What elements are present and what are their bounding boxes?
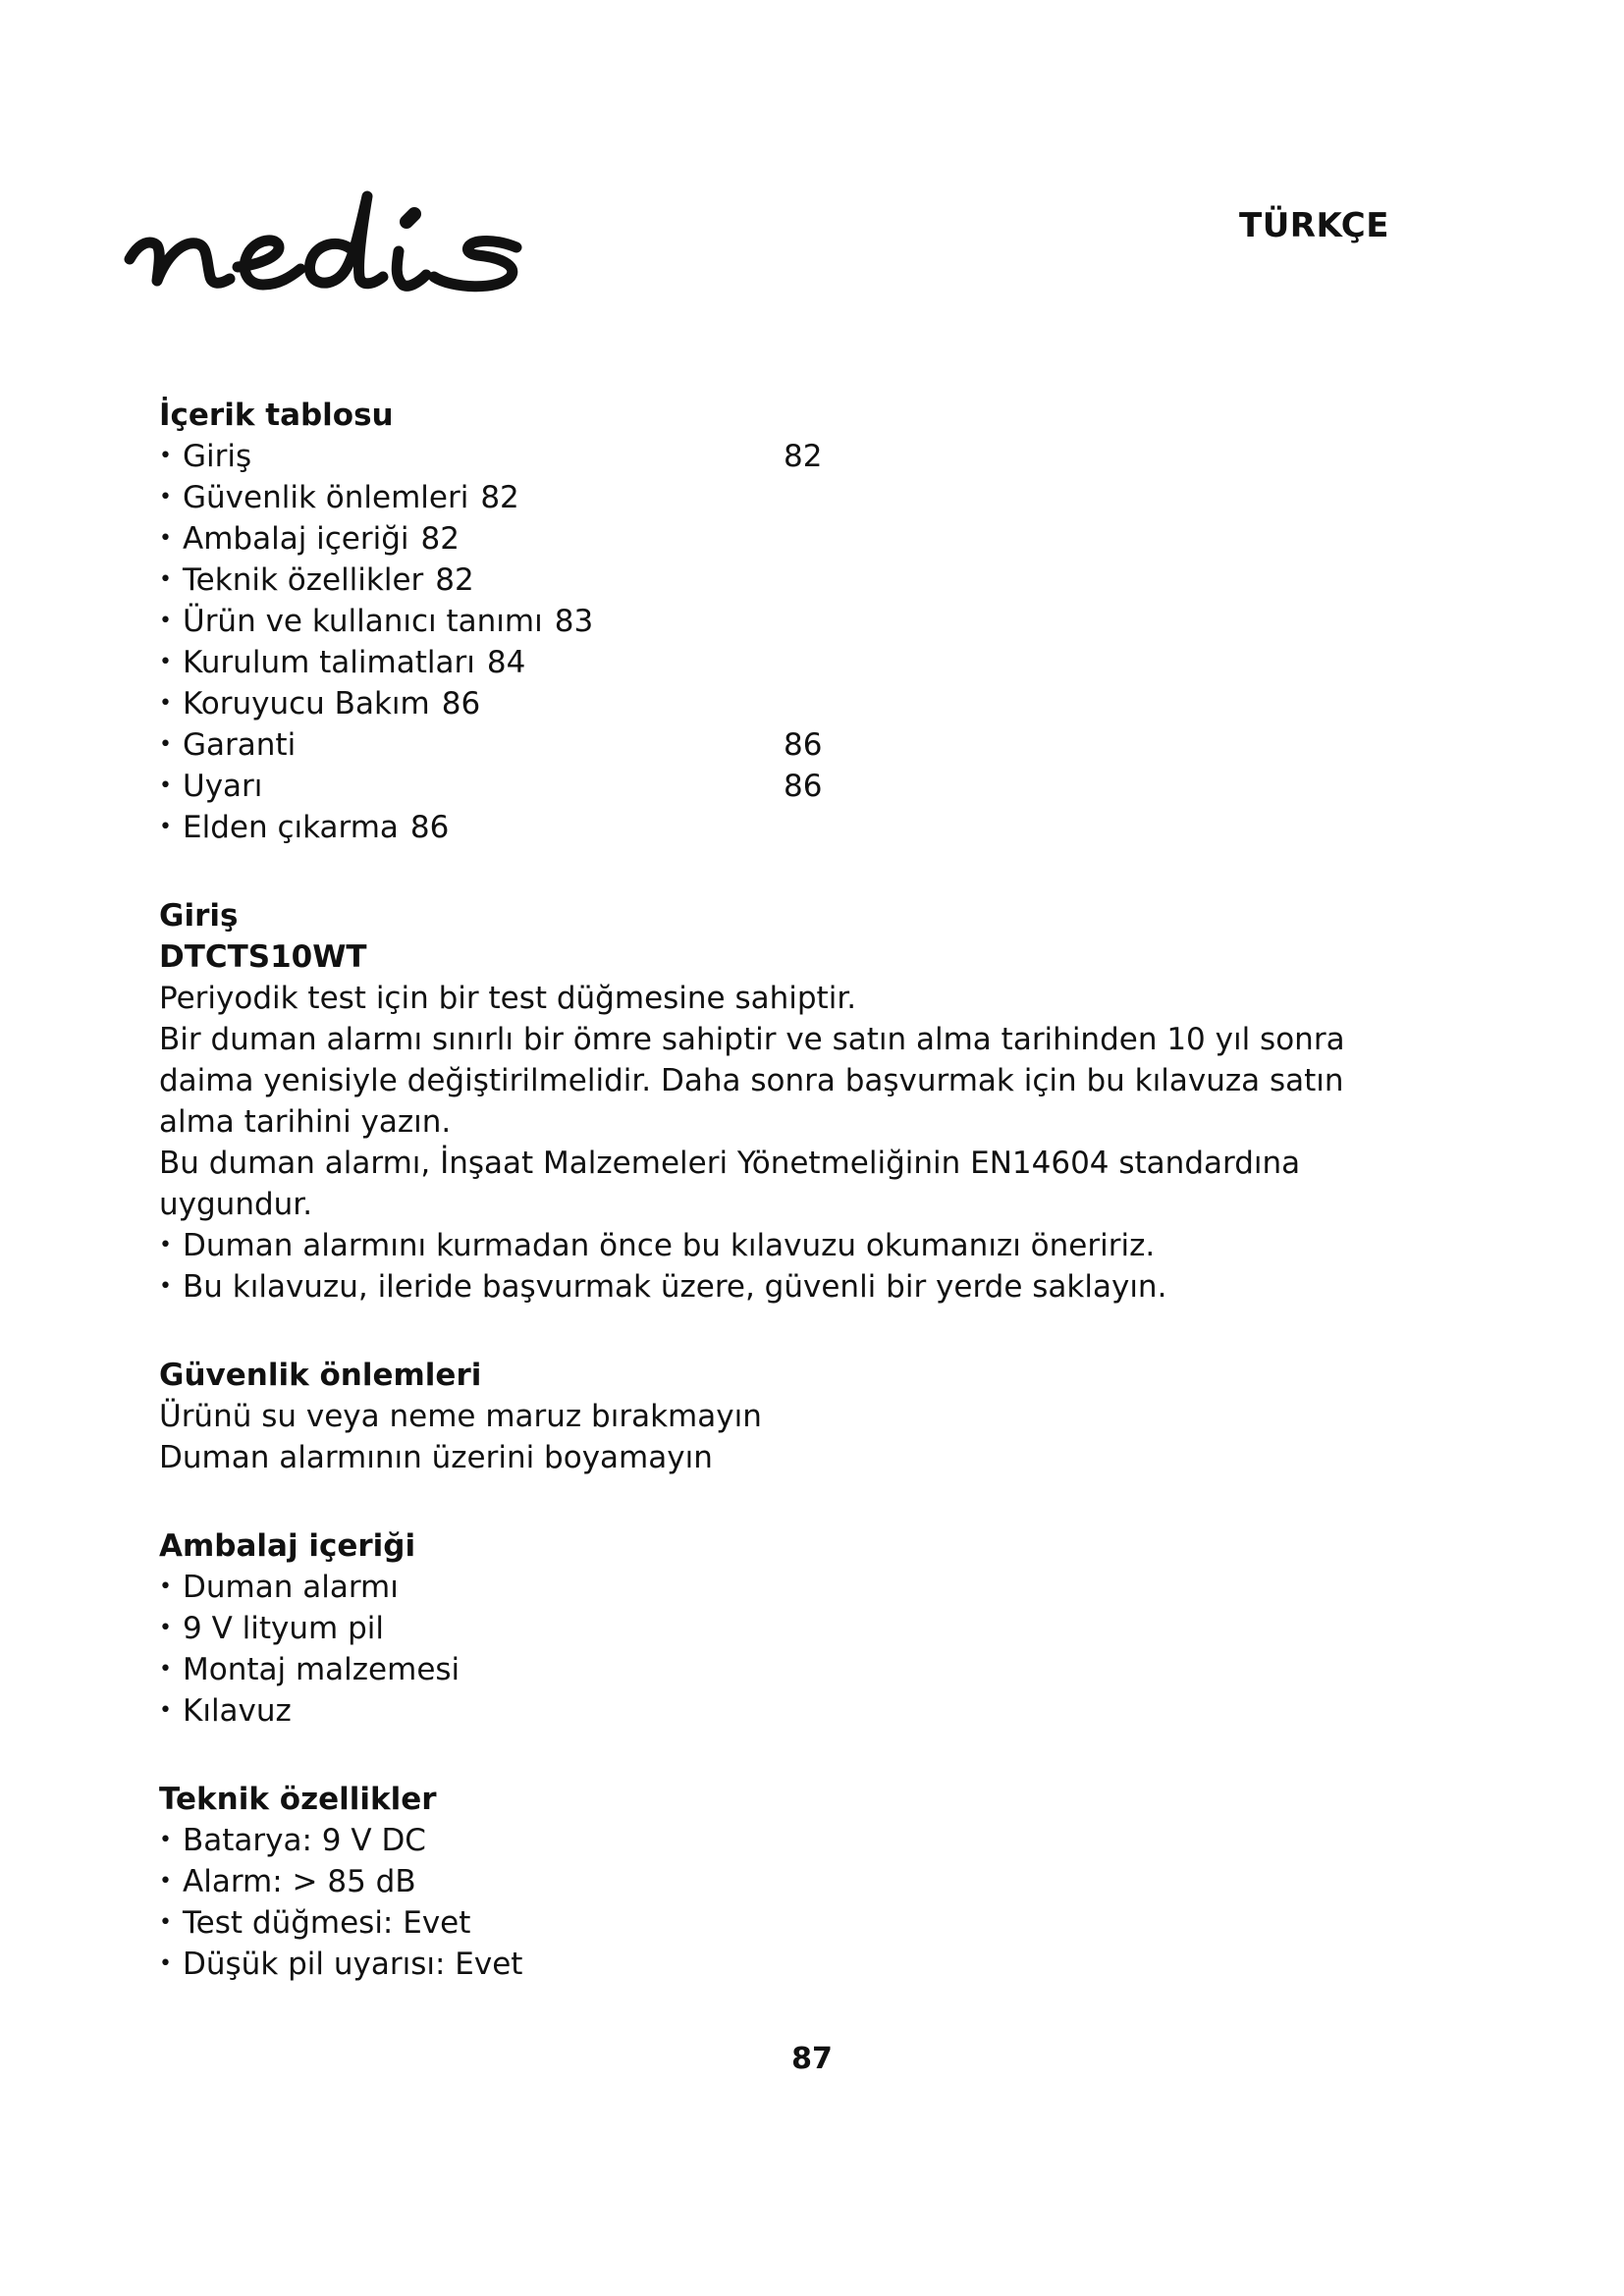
toc-item-page: 86 [784, 727, 823, 763]
toc-item-giris[interactable] [159, 436, 1386, 477]
toc-list [159, 436, 1386, 848]
toc-item-page: 83 [554, 604, 594, 639]
toc-item-elden-cikarma[interactable] [159, 807, 1386, 848]
nedis-logo [122, 183, 583, 310]
list-item: • Duman alarmı [159, 1567, 1386, 1608]
toc-item-page: 86 [441, 686, 481, 721]
package-title: Ambalaj içeriği [159, 1528, 416, 1564]
toc-title: İçerik tablosu [159, 398, 394, 433]
toc-item-page: 82 [420, 521, 460, 557]
toc-item-urun[interactable] [159, 601, 1386, 642]
safety-line: Duman alarmının üzerini boyamayın [159, 1440, 713, 1475]
toc-item-label: • Garanti [183, 727, 297, 763]
list-item: • Test düğmesi: Evet [159, 1902, 1386, 1944]
model-number: DTCTS10WT [159, 939, 367, 975]
toc-item-page: 82 [480, 480, 519, 515]
list-item: • Kılavuz [159, 1690, 1386, 1732]
language-label: TÜRKÇE [1239, 206, 1389, 245]
specs-title: Teknik özellikler [159, 1782, 437, 1817]
toc-item-label: • Uyarı [183, 769, 263, 804]
toc-item-page: 86 [409, 810, 450, 845]
package-section [159, 1525, 1386, 1732]
toc-item-label: • Koruyucu Bakım [183, 686, 430, 721]
specs-list [159, 1820, 1386, 1985]
toc-item-uyari[interactable] [159, 766, 1386, 807]
toc-item-ambalaj[interactable] [159, 518, 1386, 560]
toc-item-guvenlik[interactable] [159, 477, 1386, 518]
safety-title: Güvenlik önlemleri [159, 1358, 482, 1393]
toc-item-label: • Kurulum talimatları [183, 645, 475, 680]
list-item: • 9 V lityum pil [159, 1608, 1386, 1649]
toc-item-label: • Elden çıkarma [183, 810, 399, 845]
list-item: • Duman alarmını kurmadan önce bu kılavuzu okumanızı öneririz. [159, 1225, 1386, 1266]
safety-section [159, 1355, 1386, 1478]
intro-paragraph: Bu duman alarmı, İnşaat Malzemeleri Yönetmeliğinin EN14604 standardına uygundur. [159, 1146, 1301, 1222]
toc-item-bakim[interactable] [159, 683, 1386, 724]
toc-item-page: 86 [784, 769, 823, 804]
list-item: • Bu kılavuzu, ileride başvurmak üzere, güvenli bir yerde saklayın. [159, 1266, 1386, 1308]
toc-item-label: • Ambalaj içeriği [183, 521, 409, 557]
document-body [159, 395, 1386, 2032]
list-item: • Düşük pil uyarısı: Evet [159, 1944, 1386, 1985]
intro-paragraph: Periyodik test için bir test düğmesine sahiptir. [159, 981, 857, 1016]
list-item: • Alarm: > 85 dB [159, 1861, 1386, 1902]
intro-bullets [159, 1225, 1386, 1308]
list-item: • Montaj malzemesi [159, 1649, 1386, 1690]
toc-item-label: • Ürün ve kullanıcı tanımı [183, 604, 543, 639]
intro-paragraph: Bir duman alarmı sınırlı bir ömre sahiptir ve satın alma tarihinden 10 yıl sonra daima yenisiyle değiştirilmelidir. Daha sonra başvurmak için bu kılavuza satın alma tarihini yazın. [159, 1022, 1345, 1140]
intro-title: Giriş [159, 898, 239, 934]
intro-section [159, 895, 1386, 1308]
toc-item-page: 82 [784, 439, 823, 474]
package-list [159, 1567, 1386, 1732]
toc-item-page: 82 [435, 562, 474, 598]
nedis-logo-mark [122, 183, 583, 310]
toc-item-kurulum[interactable] [159, 642, 1386, 683]
toc-item-label: • Güvenlik önlemleri [183, 480, 469, 515]
toc-section [159, 395, 1386, 848]
toc-item-label: • Teknik özellikler [183, 562, 424, 598]
toc-item-label: • Giriş [183, 439, 252, 474]
toc-item-teknik[interactable] [159, 560, 1386, 601]
list-item: • Batarya: 9 V DC [159, 1820, 1386, 1861]
toc-item-page: 84 [486, 645, 526, 680]
page-number: 87 [791, 2042, 833, 2076]
toc-item-garanti[interactable] [159, 724, 1386, 766]
specs-section [159, 1779, 1386, 1985]
safety-line: Ürünü su veya neme maruz bırakmayın [159, 1399, 762, 1434]
